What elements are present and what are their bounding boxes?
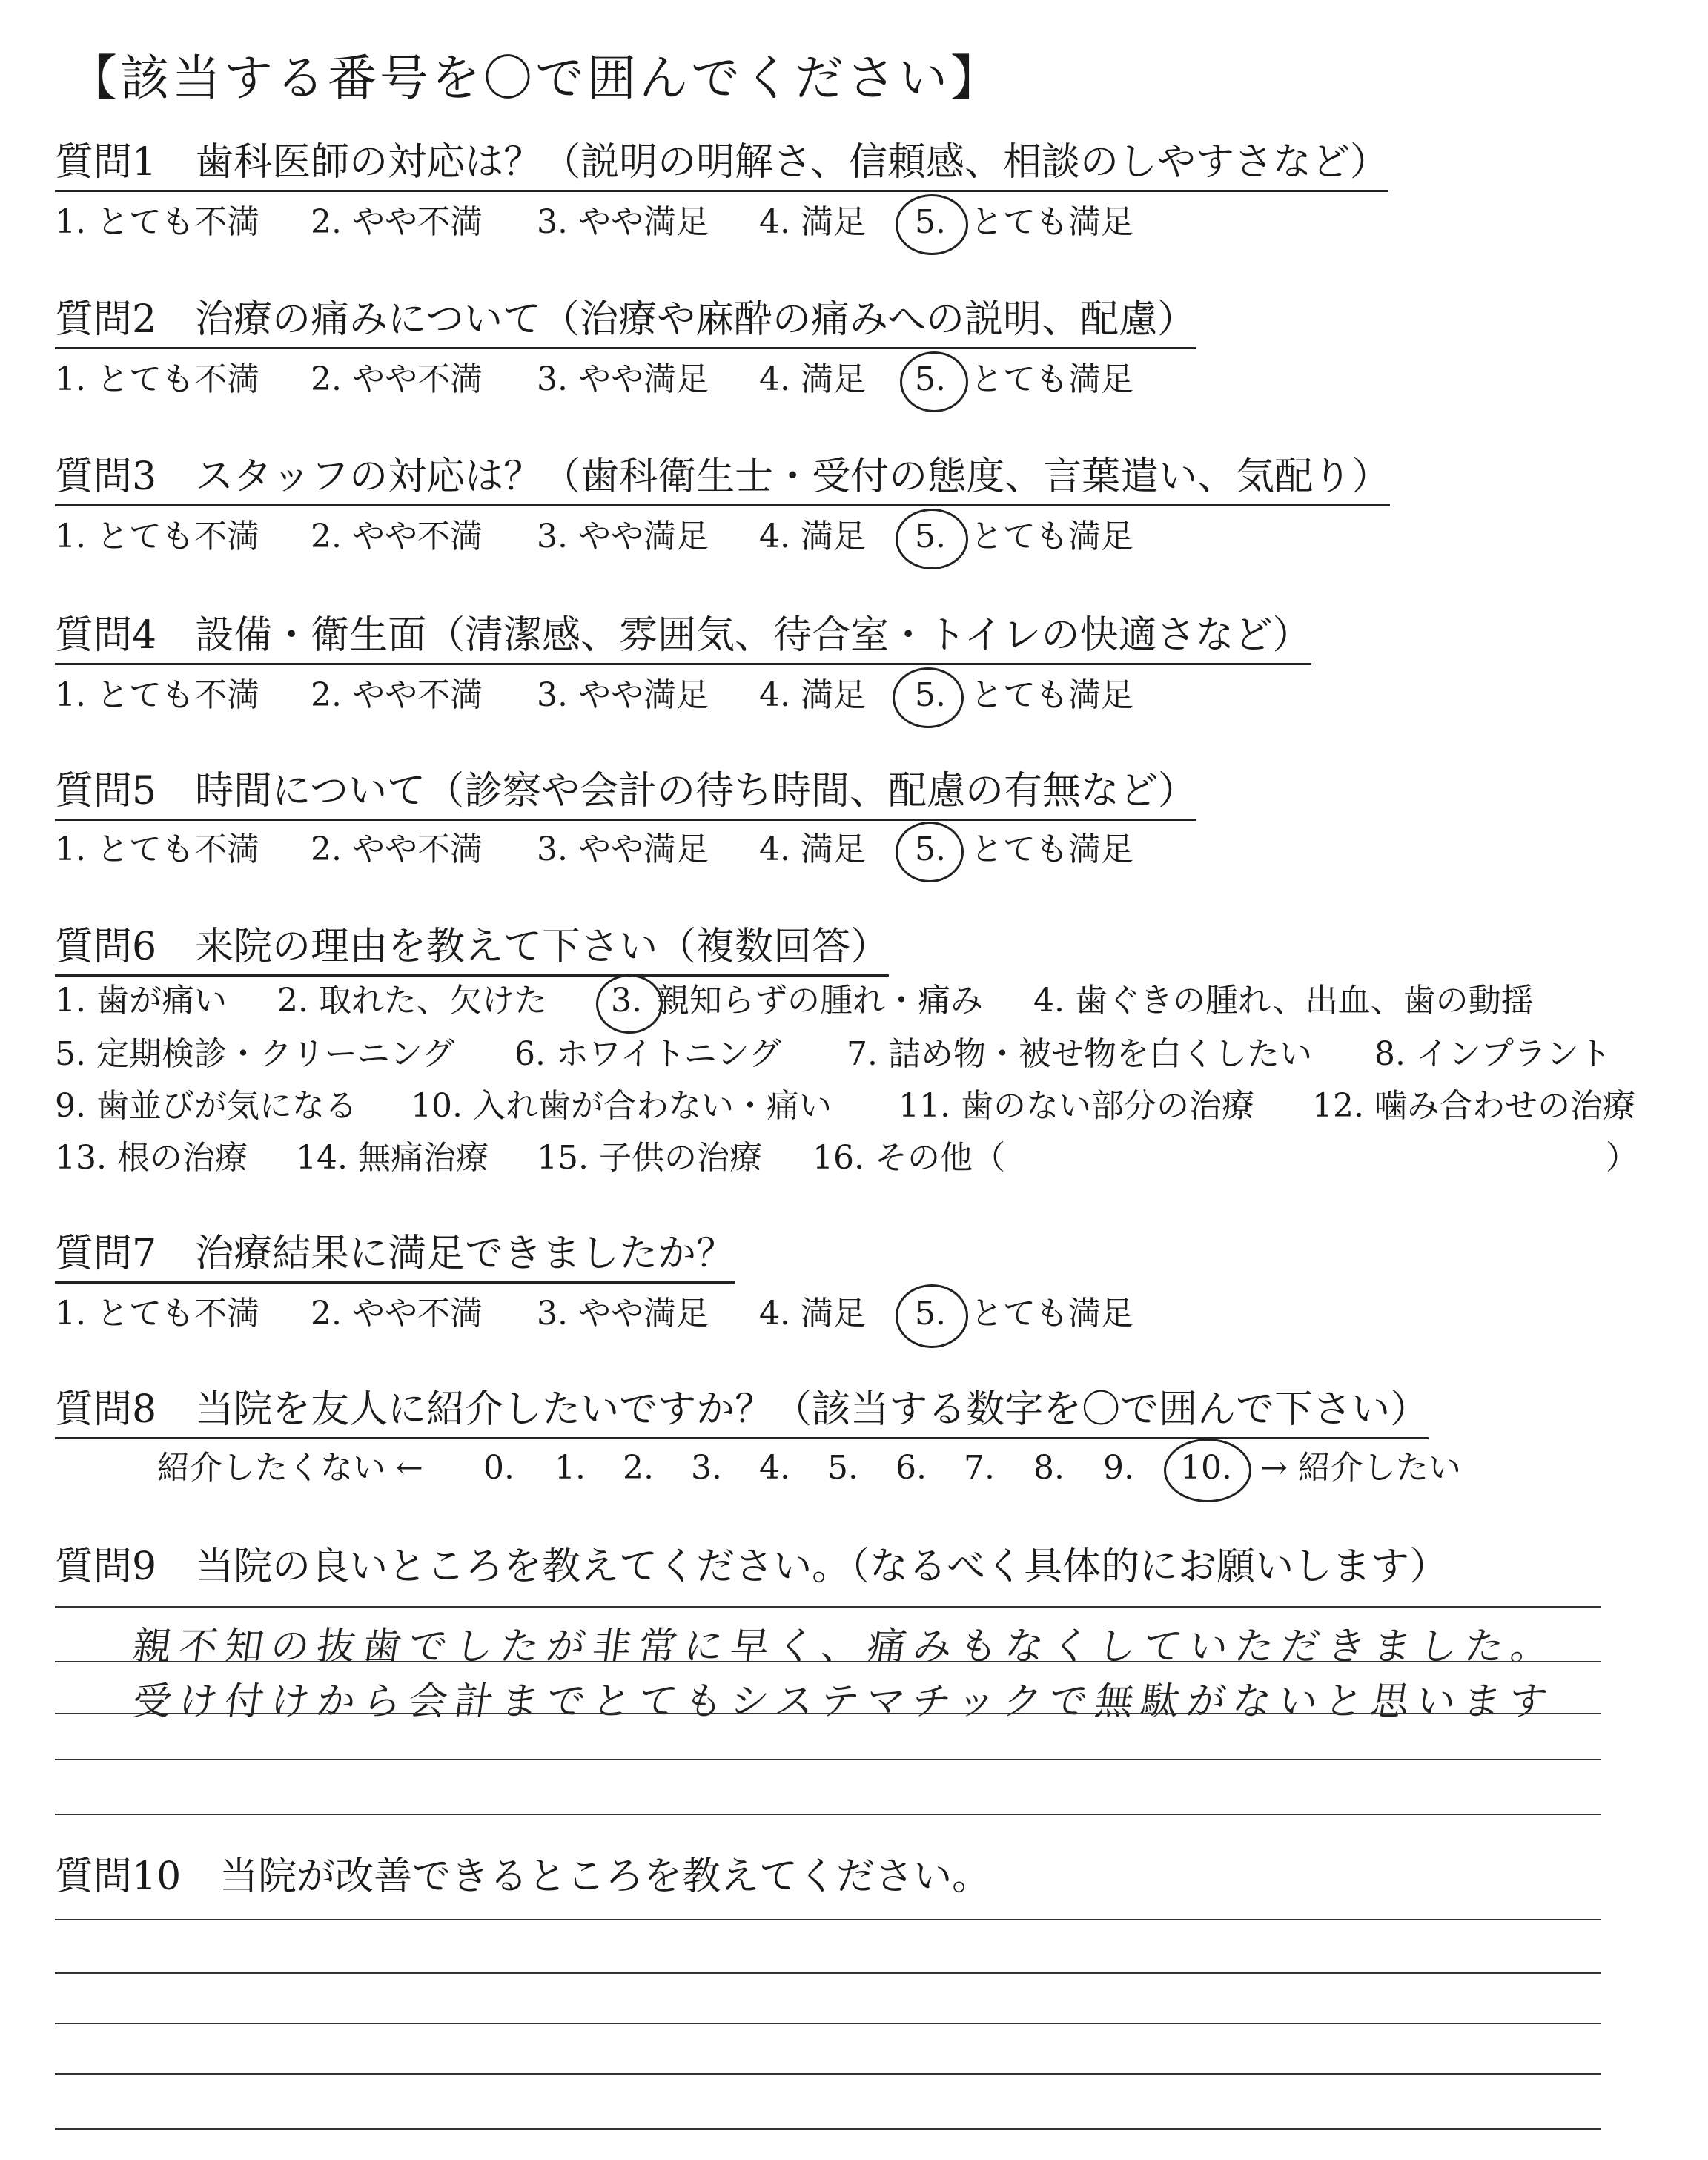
- option-3[interactable]: 3. やや満足: [537, 1295, 709, 1332]
- answer-line: [55, 1606, 1601, 1608]
- question-7-title: 質問7 治療結果に満足できましたか？: [55, 1231, 735, 1284]
- scale-9[interactable]: 9.: [1103, 1449, 1134, 1487]
- option-2[interactable]: 2. やや不満: [311, 1295, 483, 1332]
- reason-16[interactable]: 16. その他（: [812, 1139, 1005, 1177]
- question-10-title: 質問10 当院が改善できるところを教えてください。: [55, 1855, 991, 1899]
- selection-circle: [900, 351, 968, 412]
- option-4[interactable]: 4. 満足: [759, 518, 866, 555]
- option-4[interactable]: 4. 満足: [759, 1295, 866, 1332]
- reason-4[interactable]: 4. 歯ぐきの腫れ、出血、歯の動揺: [1033, 982, 1534, 1020]
- option-2[interactable]: 2. やや不満: [311, 360, 483, 398]
- reason-1[interactable]: 1. 歯が痛い: [55, 982, 227, 1020]
- scale-right-label: → 紹介したい: [1260, 1449, 1461, 1487]
- selection-circle: [1164, 1439, 1251, 1502]
- option-5-label: とても満足: [970, 203, 1133, 241]
- answer-line: [55, 2023, 1601, 2024]
- answer-line: [55, 1814, 1601, 1815]
- answer-line: [55, 1713, 1601, 1714]
- question-9-title: 質問9 当院の良いところを教えてください。（なるべく具体的にお願いします）: [55, 1545, 1449, 1589]
- question-2-title: 質問2 治療の痛みについて（治療や麻酔の痛みへの説明、配慮）: [55, 297, 1196, 349]
- option-1[interactable]: 1. とても不満: [55, 518, 259, 555]
- option-5-label: とても満足: [970, 1295, 1133, 1332]
- option-4[interactable]: 4. 満足: [759, 676, 866, 714]
- reason-3[interactable]: 3.: [611, 982, 642, 1020]
- option-2[interactable]: 2. やや不満: [311, 830, 483, 868]
- scale-2[interactable]: 2.: [623, 1449, 654, 1487]
- answer-line: [55, 1919, 1601, 1920]
- reason-5[interactable]: 5. 定期検診・クリーニング: [55, 1035, 455, 1073]
- answer-line: [55, 2128, 1601, 2130]
- reason-8[interactable]: 8. インプラント: [1374, 1035, 1612, 1073]
- scale-1[interactable]: 1.: [555, 1449, 586, 1487]
- other-close-paren: ）: [1606, 1139, 1638, 1177]
- page-heading: 【該当する番号を〇で囲んでください】: [68, 50, 1002, 107]
- question-3-title: 質問3 スタッフの対応は？（歯科衛生士・受付の態度、言葉遣い、気配り）: [55, 454, 1390, 506]
- reason-2[interactable]: 2. 取れた、欠けた: [277, 982, 547, 1020]
- option-5-label: とても満足: [970, 360, 1133, 398]
- reason-13[interactable]: 13. 根の治療: [55, 1139, 248, 1177]
- scale-left-label: 紹介したくない ←: [157, 1449, 423, 1487]
- option-3[interactable]: 3. やや満足: [537, 203, 709, 241]
- option-3[interactable]: 3. やや満足: [537, 360, 709, 398]
- selection-circle: [896, 194, 968, 255]
- selection-circle: [893, 667, 964, 728]
- option-4[interactable]: 4. 満足: [759, 203, 866, 241]
- reason-11[interactable]: 11. 歯のない部分の治療: [898, 1087, 1254, 1125]
- option-2[interactable]: 2. やや不満: [311, 203, 483, 241]
- option-5[interactable]: 5.: [915, 830, 946, 868]
- reason-6[interactable]: 6. ホワイトニング: [514, 1035, 782, 1073]
- option-3[interactable]: 3. やや満足: [537, 676, 709, 714]
- answer-line: [55, 2073, 1601, 2075]
- option-4[interactable]: 4. 満足: [759, 830, 866, 868]
- scale-10[interactable]: 10.: [1180, 1449, 1232, 1487]
- handwritten-answer-line-1: 親不知の抜歯でしたが非常に早く、痛みもなくしていただきました。: [130, 1625, 1560, 1669]
- option-1[interactable]: 1. とても不満: [55, 830, 259, 868]
- question-6-title: 質問6 来院の理由を教えて下さい（複数回答）: [55, 924, 889, 977]
- reason-14[interactable]: 14. 無痛治療: [296, 1139, 489, 1177]
- reason-10[interactable]: 10. 入れ歯が合わない・痛い: [411, 1087, 832, 1125]
- option-5[interactable]: 5.: [915, 1295, 946, 1332]
- selection-circle: [896, 509, 968, 569]
- answer-line: [55, 1972, 1601, 1974]
- scale-0[interactable]: 0.: [483, 1449, 514, 1487]
- scale-6[interactable]: 6.: [896, 1449, 927, 1487]
- question-5-title: 質問5 時間について（診察や会計の待ち時間、配慮の有無など）: [55, 768, 1196, 821]
- question-1-title: 質問1 歯科医師の対応は？（説明の明解さ、信頼感、相談のしやすさなど）: [55, 139, 1388, 192]
- option-1[interactable]: 1. とても不満: [55, 1295, 259, 1332]
- option-1[interactable]: 1. とても不満: [55, 360, 259, 398]
- option-5[interactable]: 5.: [915, 518, 946, 555]
- reason-9[interactable]: 9. 歯並びが気になる: [55, 1087, 357, 1125]
- option-5[interactable]: 5.: [915, 676, 946, 714]
- scale-3[interactable]: 3.: [691, 1449, 722, 1487]
- scale-4[interactable]: 4.: [759, 1449, 790, 1487]
- answer-line: [55, 1661, 1601, 1662]
- option-4[interactable]: 4. 満足: [759, 360, 866, 398]
- answer-line: [55, 1759, 1601, 1760]
- option-1[interactable]: 1. とても不満: [55, 676, 259, 714]
- option-3[interactable]: 3. やや満足: [537, 518, 709, 555]
- option-5[interactable]: 5.: [915, 203, 946, 241]
- reason-7[interactable]: 7. 詰め物・被せ物を白くしたい: [847, 1035, 1312, 1073]
- reason-3-label: 親知らずの腫れ・痛み: [657, 982, 983, 1020]
- selection-circle: [896, 1284, 968, 1348]
- question-8-title: 質問8 当院を友人に紹介したいですか？（該当する数字を〇で囲んで下さい）: [55, 1387, 1429, 1439]
- option-5-label: とても満足: [970, 676, 1133, 714]
- option-3[interactable]: 3. やや満足: [537, 830, 709, 868]
- option-2[interactable]: 2. やや不満: [311, 518, 483, 555]
- reason-12[interactable]: 12. 噛み合わせの治療: [1312, 1087, 1635, 1125]
- option-5-label: とても満足: [970, 830, 1133, 868]
- option-2[interactable]: 2. やや不満: [311, 676, 483, 714]
- scale-7[interactable]: 7.: [964, 1449, 995, 1487]
- option-5-label: とても満足: [970, 518, 1133, 555]
- scale-5[interactable]: 5.: [827, 1449, 858, 1487]
- option-1[interactable]: 1. とても不満: [55, 203, 259, 241]
- selection-circle: [896, 822, 964, 882]
- reason-15[interactable]: 15. 子供の治療: [537, 1139, 762, 1177]
- selection-circle: [596, 974, 663, 1034]
- question-4-title: 質問4 設備・衛生面（清潔感、雰囲気、待合室・トイレの快適さなど）: [55, 612, 1311, 665]
- option-5[interactable]: 5.: [915, 360, 946, 398]
- scale-8[interactable]: 8.: [1033, 1449, 1065, 1487]
- handwritten-answer-line-2: 受け付けから会計までとてもシステマチックで無駄がないと思います: [130, 1680, 1558, 1724]
